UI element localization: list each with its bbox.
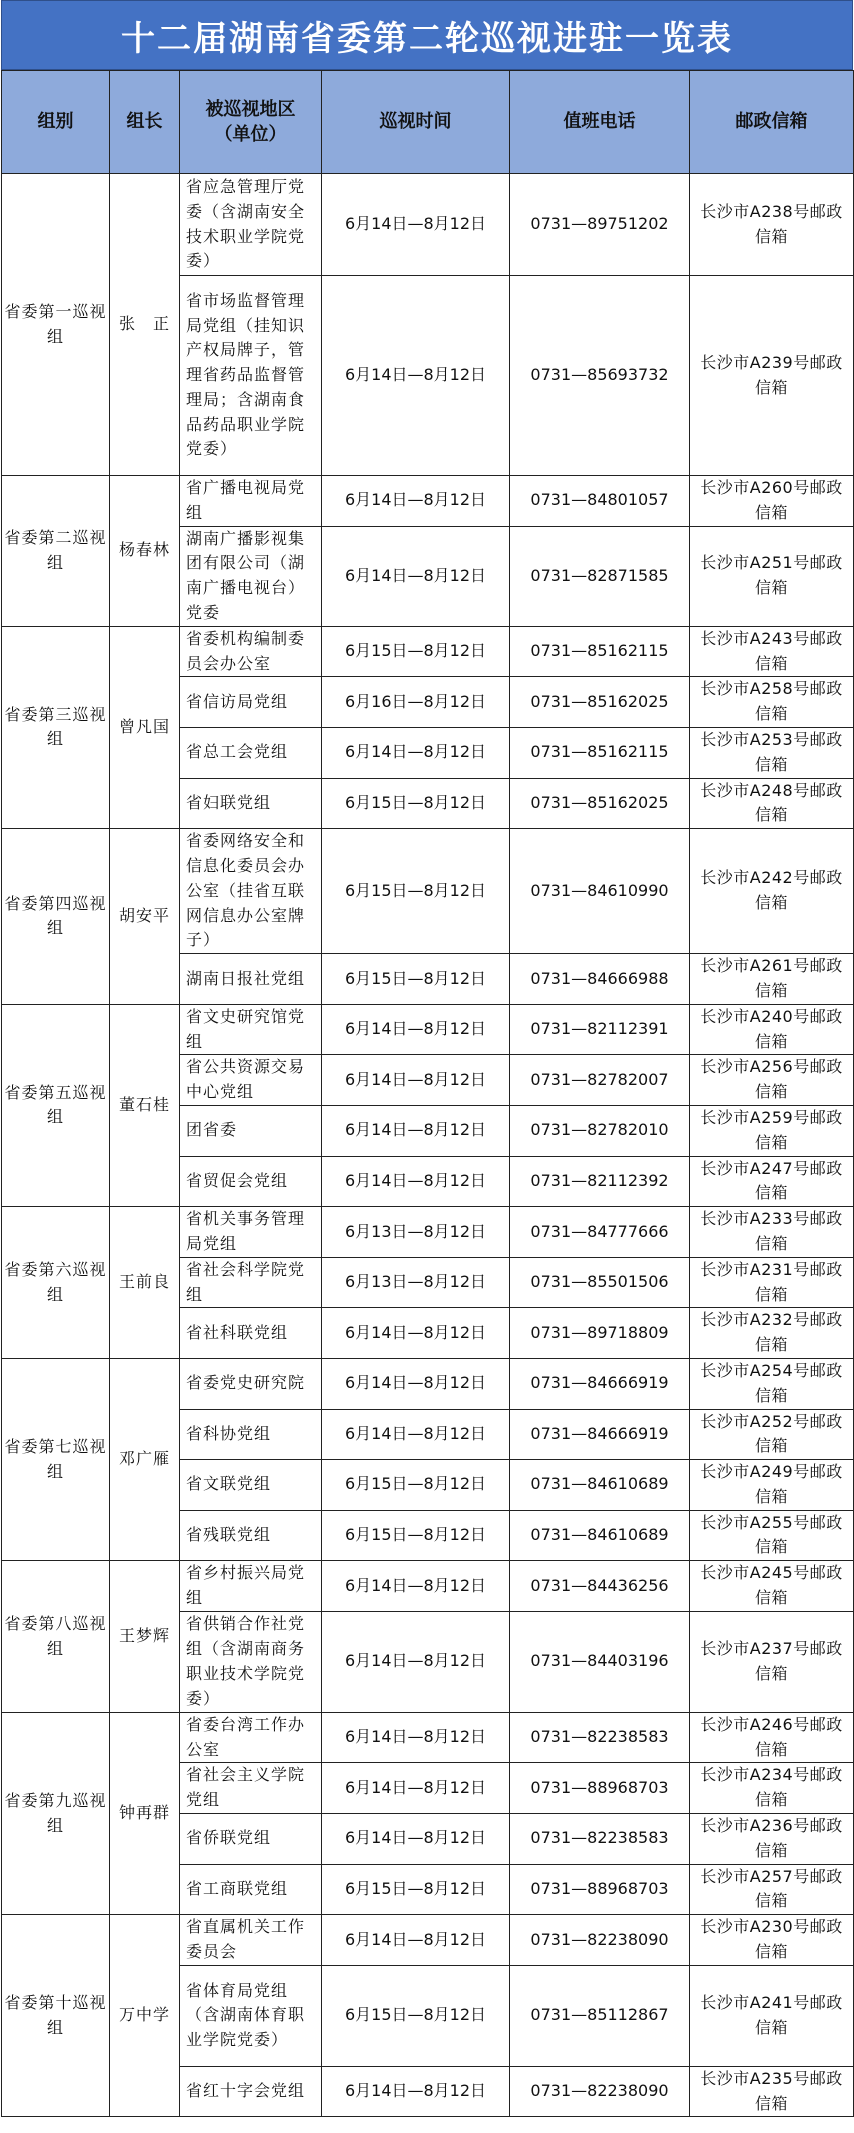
time-cell: 6月15日—8月12日 bbox=[322, 829, 510, 954]
time-cell: 6月14日—8月12日 bbox=[322, 526, 510, 626]
header-time: 巡视时间 bbox=[322, 71, 510, 174]
phone-cell: 0731—82782007 bbox=[510, 1055, 690, 1106]
group-name-cell: 省委第八巡视组 bbox=[2, 1561, 110, 1713]
unit-cell: 省红十字会党组 bbox=[180, 2066, 322, 2117]
time-cell: 6月13日—8月12日 bbox=[322, 1257, 510, 1308]
unit-cell: 省贸促会党组 bbox=[180, 1156, 322, 1207]
mailbox-cell: 长沙市A235号邮政信箱 bbox=[690, 2066, 854, 2117]
mailbox-cell: 长沙市A247号邮政信箱 bbox=[690, 1156, 854, 1207]
time-cell: 6月14日—8月12日 bbox=[322, 1055, 510, 1106]
phone-cell: 0731—84610689 bbox=[510, 1460, 690, 1511]
time-cell: 6月16日—8月12日 bbox=[322, 677, 510, 728]
unit-cell: 省科协党组 bbox=[180, 1409, 322, 1460]
time-cell: 6月14日—8月12日 bbox=[322, 1611, 510, 1712]
mailbox-cell: 长沙市A231号邮政信箱 bbox=[690, 1257, 854, 1308]
unit-cell: 湖南日报社党组 bbox=[180, 954, 322, 1005]
leader-name-cell: 张 正 bbox=[110, 174, 180, 476]
table-row bbox=[2, 1712, 854, 1763]
time-cell: 6月15日—8月12日 bbox=[322, 1965, 510, 2066]
time-cell: 6月15日—8月12日 bbox=[322, 1510, 510, 1561]
unit-cell: 省乡村振兴局党组 bbox=[180, 1561, 322, 1612]
header-phone: 值班电话 bbox=[510, 71, 690, 174]
phone-cell: 0731—88968703 bbox=[510, 1864, 690, 1915]
time-cell: 6月15日—8月12日 bbox=[322, 626, 510, 677]
unit-cell: 省总工会党组 bbox=[180, 727, 322, 778]
mailbox-cell: 长沙市A232号邮政信箱 bbox=[690, 1308, 854, 1359]
table-row bbox=[2, 1207, 854, 1258]
phone-cell: 0731—85162025 bbox=[510, 677, 690, 728]
time-cell: 6月15日—8月12日 bbox=[322, 1864, 510, 1915]
group-name-cell: 省委第三巡视组 bbox=[2, 626, 110, 828]
mailbox-cell: 长沙市A242号邮政信箱 bbox=[690, 829, 854, 954]
phone-cell: 0731—82238583 bbox=[510, 1814, 690, 1865]
mailbox-cell: 长沙市A254号邮政信箱 bbox=[690, 1358, 854, 1409]
page-title: 十二届湖南省委第二轮巡视进驻一览表 bbox=[1, 0, 853, 70]
phone-cell: 0731—82112392 bbox=[510, 1156, 690, 1207]
phone-cell: 0731—88968703 bbox=[510, 1763, 690, 1814]
phone-cell: 0731—82112391 bbox=[510, 1004, 690, 1055]
unit-cell: 省供销合作社党组（含湖南商务职业技术学院党委） bbox=[180, 1611, 322, 1712]
time-cell: 6月14日—8月12日 bbox=[322, 727, 510, 778]
header-box: 邮政信箱 bbox=[690, 71, 854, 174]
phone-cell: 0731—82238583 bbox=[510, 1712, 690, 1763]
unit-cell: 省社科联党组 bbox=[180, 1308, 322, 1359]
unit-cell: 省委网络安全和信息化委员会办公室（挂省互联网信息办公室牌子） bbox=[180, 829, 322, 954]
phone-cell: 0731—85112867 bbox=[510, 1965, 690, 2066]
leader-name-cell: 邓广雁 bbox=[110, 1358, 180, 1560]
leader-name-cell: 董石桂 bbox=[110, 1004, 180, 1206]
table-row bbox=[2, 1561, 854, 1612]
mailbox-cell: 长沙市A261号邮政信箱 bbox=[690, 954, 854, 1005]
unit-cell: 省委机构编制委员会办公室 bbox=[180, 626, 322, 677]
mailbox-cell: 长沙市A248号邮政信箱 bbox=[690, 778, 854, 829]
inspection-table bbox=[1, 70, 854, 2117]
table-row bbox=[2, 476, 854, 527]
time-cell: 6月14日—8月12日 bbox=[322, 1156, 510, 1207]
header-row bbox=[2, 71, 854, 174]
mailbox-cell: 长沙市A259号邮政信箱 bbox=[690, 1105, 854, 1156]
phone-cell: 0731—84403196 bbox=[510, 1611, 690, 1712]
group-name-cell: 省委第二巡视组 bbox=[2, 476, 110, 627]
phone-cell: 0731—84666919 bbox=[510, 1409, 690, 1460]
mailbox-cell: 长沙市A246号邮政信箱 bbox=[690, 1712, 854, 1763]
time-cell: 6月14日—8月12日 bbox=[322, 1105, 510, 1156]
phone-cell: 0731—84777666 bbox=[510, 1207, 690, 1258]
time-cell: 6月14日—8月12日 bbox=[322, 276, 510, 476]
leader-name-cell: 万中学 bbox=[110, 1915, 180, 2117]
table-row bbox=[2, 1004, 854, 1055]
time-cell: 6月14日—8月12日 bbox=[322, 1409, 510, 1460]
phone-cell: 0731—84436256 bbox=[510, 1561, 690, 1612]
mailbox-cell: 长沙市A243号邮政信箱 bbox=[690, 626, 854, 677]
unit-cell: 省广播电视局党组 bbox=[180, 476, 322, 527]
phone-cell: 0731—82782010 bbox=[510, 1105, 690, 1156]
unit-cell: 省应急管理厅党委（含湖南安全技术职业学院党委） bbox=[180, 174, 322, 276]
time-cell: 6月14日—8月12日 bbox=[322, 476, 510, 527]
group-name-cell: 省委第七巡视组 bbox=[2, 1358, 110, 1560]
mailbox-cell: 长沙市A245号邮政信箱 bbox=[690, 1561, 854, 1612]
time-cell: 6月14日—8月12日 bbox=[322, 1763, 510, 1814]
mailbox-cell: 长沙市A237号邮政信箱 bbox=[690, 1611, 854, 1712]
phone-cell: 0731—84610990 bbox=[510, 829, 690, 954]
mailbox-cell: 长沙市A255号邮政信箱 bbox=[690, 1510, 854, 1561]
phone-cell: 0731—85693732 bbox=[510, 276, 690, 476]
unit-cell: 湖南广播影视集团有限公司（湖南广播电视台）党委 bbox=[180, 526, 322, 626]
phone-cell: 0731—84666919 bbox=[510, 1358, 690, 1409]
unit-cell: 省市场监督管理局党组（挂知识产权局牌子，管理省药品监督管理局；含湖南食品药品职业学院党委） bbox=[180, 276, 322, 476]
table-row bbox=[2, 1915, 854, 1966]
table-row bbox=[2, 626, 854, 677]
mailbox-cell: 长沙市A233号邮政信箱 bbox=[690, 1207, 854, 1258]
phone-cell: 0731—85162115 bbox=[510, 626, 690, 677]
phone-cell: 0731—82238090 bbox=[510, 2066, 690, 2117]
unit-cell: 省公共资源交易中心党组 bbox=[180, 1055, 322, 1106]
phone-cell: 0731—85501506 bbox=[510, 1257, 690, 1308]
header-unit-line1: 被巡视地区 bbox=[205, 98, 296, 120]
unit-cell: 省妇联党组 bbox=[180, 778, 322, 829]
group-name-cell: 省委第一巡视组 bbox=[2, 174, 110, 476]
mailbox-cell: 长沙市A230号邮政信箱 bbox=[690, 1915, 854, 1966]
phone-cell: 0731—82238090 bbox=[510, 1915, 690, 1966]
mailbox-cell: 长沙市A253号邮政信箱 bbox=[690, 727, 854, 778]
phone-cell: 0731—84666988 bbox=[510, 954, 690, 1005]
unit-cell: 省机关事务管理局党组 bbox=[180, 1207, 322, 1258]
time-cell: 6月14日—8月12日 bbox=[322, 1004, 510, 1055]
mailbox-cell: 长沙市A241号邮政信箱 bbox=[690, 1965, 854, 2066]
unit-cell: 省文史研究馆党组 bbox=[180, 1004, 322, 1055]
unit-cell: 省体育局党组（含湖南体育职业学院党委） bbox=[180, 1965, 322, 2066]
time-cell: 6月14日—8月12日 bbox=[322, 1915, 510, 1966]
leader-name-cell: 王梦辉 bbox=[110, 1561, 180, 1713]
header-unit bbox=[180, 71, 322, 174]
mailbox-cell: 长沙市A234号邮政信箱 bbox=[690, 1763, 854, 1814]
unit-cell: 省社会主义学院党组 bbox=[180, 1763, 322, 1814]
mailbox-cell: 长沙市A256号邮政信箱 bbox=[690, 1055, 854, 1106]
unit-cell: 省直属机关工作委员会 bbox=[180, 1915, 322, 1966]
leader-name-cell: 杨春林 bbox=[110, 476, 180, 627]
group-name-cell: 省委第十巡视组 bbox=[2, 1915, 110, 2117]
phone-cell: 0731—89718809 bbox=[510, 1308, 690, 1359]
time-cell: 6月14日—8月12日 bbox=[322, 2066, 510, 2117]
phone-cell: 0731—85162115 bbox=[510, 727, 690, 778]
unit-cell: 省委党史研究院 bbox=[180, 1358, 322, 1409]
mailbox-cell: 长沙市A238号邮政信箱 bbox=[690, 174, 854, 276]
phone-cell: 0731—82871585 bbox=[510, 526, 690, 626]
time-cell: 6月14日—8月12日 bbox=[322, 1358, 510, 1409]
unit-cell: 省残联党组 bbox=[180, 1510, 322, 1561]
time-cell: 6月14日—8月12日 bbox=[322, 1814, 510, 1865]
leader-name-cell: 王前良 bbox=[110, 1207, 180, 1359]
header-unit-line2: （单位） bbox=[214, 124, 287, 145]
group-name-cell: 省委第四巡视组 bbox=[2, 829, 110, 1005]
time-cell: 6月13日—8月12日 bbox=[322, 1207, 510, 1258]
header-group: 组别 bbox=[2, 71, 110, 174]
leader-name-cell: 钟再群 bbox=[110, 1712, 180, 1914]
leader-name-cell: 曾凡国 bbox=[110, 626, 180, 828]
time-cell: 6月15日—8月12日 bbox=[322, 954, 510, 1005]
time-cell: 6月14日—8月12日 bbox=[322, 1561, 510, 1612]
mailbox-cell: 长沙市A260号邮政信箱 bbox=[690, 476, 854, 527]
phone-cell: 0731—84610689 bbox=[510, 1510, 690, 1561]
time-cell: 6月15日—8月12日 bbox=[322, 1460, 510, 1511]
table-row bbox=[2, 174, 854, 276]
mailbox-cell: 长沙市A251号邮政信箱 bbox=[690, 526, 854, 626]
unit-cell: 省工商联党组 bbox=[180, 1864, 322, 1915]
unit-cell: 省侨联党组 bbox=[180, 1814, 322, 1865]
header-leader: 组长 bbox=[110, 71, 180, 174]
phone-cell: 0731—85162025 bbox=[510, 778, 690, 829]
unit-cell: 省社会科学院党组 bbox=[180, 1257, 322, 1308]
mailbox-cell: 长沙市A257号邮政信箱 bbox=[690, 1864, 854, 1915]
time-cell: 6月15日—8月12日 bbox=[322, 778, 510, 829]
group-name-cell: 省委第六巡视组 bbox=[2, 1207, 110, 1359]
phone-cell: 0731—89751202 bbox=[510, 174, 690, 276]
group-name-cell: 省委第九巡视组 bbox=[2, 1712, 110, 1914]
time-cell: 6月14日—8月12日 bbox=[322, 174, 510, 276]
table-row bbox=[2, 1358, 854, 1409]
mailbox-cell: 长沙市A240号邮政信箱 bbox=[690, 1004, 854, 1055]
time-cell: 6月14日—8月12日 bbox=[322, 1712, 510, 1763]
mailbox-cell: 长沙市A258号邮政信箱 bbox=[690, 677, 854, 728]
group-name-cell: 省委第五巡视组 bbox=[2, 1004, 110, 1206]
table-body bbox=[2, 174, 854, 2117]
table-row bbox=[2, 829, 854, 954]
time-cell: 6月14日—8月12日 bbox=[322, 1308, 510, 1359]
unit-cell: 省文联党组 bbox=[180, 1460, 322, 1511]
leader-name-cell: 胡安平 bbox=[110, 829, 180, 1005]
mailbox-cell: 长沙市A252号邮政信箱 bbox=[690, 1409, 854, 1460]
mailbox-cell: 长沙市A236号邮政信箱 bbox=[690, 1814, 854, 1865]
unit-cell: 省委台湾工作办公室 bbox=[180, 1712, 322, 1763]
mailbox-cell: 长沙市A249号邮政信箱 bbox=[690, 1460, 854, 1511]
unit-cell: 团省委 bbox=[180, 1105, 322, 1156]
inspection-table-page bbox=[1, 0, 853, 2117]
mailbox-cell: 长沙市A239号邮政信箱 bbox=[690, 276, 854, 476]
unit-cell: 省信访局党组 bbox=[180, 677, 322, 728]
phone-cell: 0731—84801057 bbox=[510, 476, 690, 527]
